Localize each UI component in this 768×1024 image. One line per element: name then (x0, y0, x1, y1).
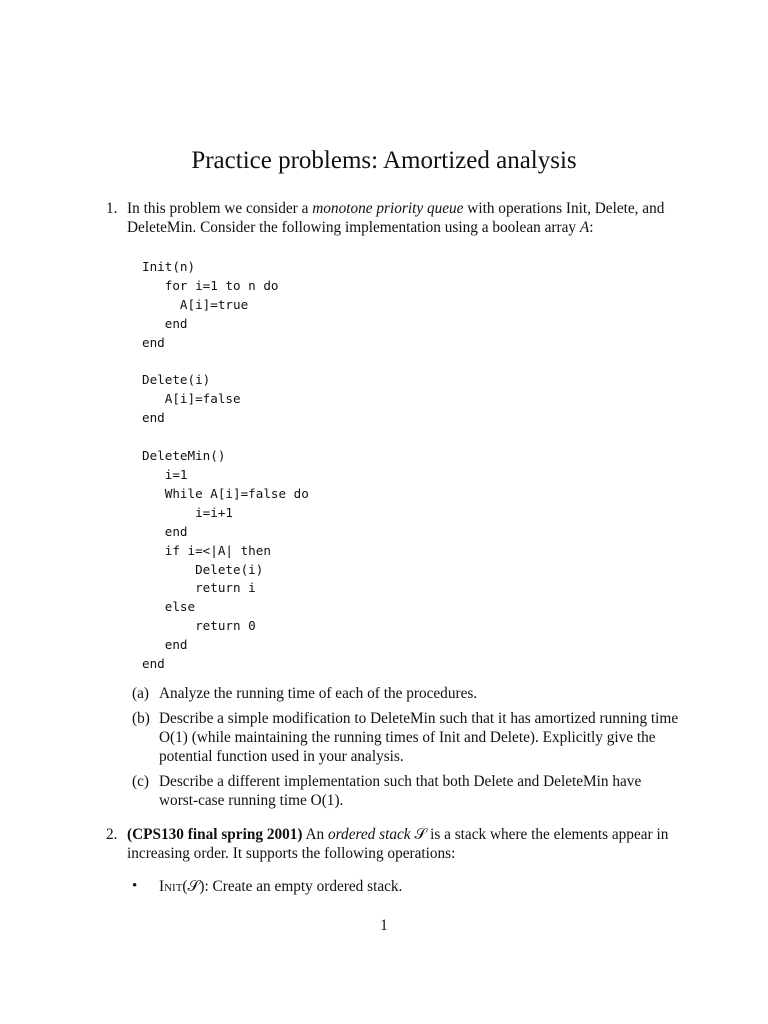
problem-2 (106, 825, 686, 863)
part-b-label: (b) (132, 710, 150, 727)
page-title: Practice problems: Amortized analysis (191, 147, 577, 174)
problem-2-intro (127, 825, 686, 863)
stack-symbol: 𝒮 (414, 826, 427, 843)
problem-1 (106, 199, 686, 237)
part-c-text: Describe a different implementation such that both Delete and DeleteMin have worst-case running time O(1). (159, 773, 642, 809)
intro-text-3: : (589, 219, 594, 236)
intro-term: monotone priority queue (312, 200, 464, 217)
problem-2-term: ordered stack (328, 826, 411, 843)
part-b (132, 709, 682, 766)
intro-variable: A (579, 219, 590, 236)
part-c (132, 772, 682, 810)
page-number: 1 (380, 917, 388, 934)
part-a-label: (a) (132, 685, 149, 702)
operation-name: Init (159, 878, 183, 895)
problem-2-text: An (302, 826, 329, 843)
operation-description: : Create an empty ordered stack. (204, 878, 403, 895)
problem-1-intro (127, 199, 686, 237)
problem-2-heading: (CPS130 final spring 2001) (127, 826, 303, 843)
bullet-icon: • (132, 878, 138, 894)
operation-arg: (𝒮) (182, 878, 205, 895)
problem-1-number: 1. (106, 200, 118, 217)
intro-text: In this problem we consider a (127, 200, 313, 217)
problem-2-text-2: is a stack where the elements appear in increasing order. It supports the following operations: (127, 826, 669, 862)
part-b-text: Describe a simple modification to DeleteMin such that it has amortized running time O(1) (while maintaining the running times of Init and Delete). Explicitly give the potential function used in your analysis. (159, 710, 679, 765)
operation-init (159, 877, 672, 896)
part-a-text: Analyze the running time of each of the procedures. (159, 685, 478, 702)
problem-2-number: 2. (106, 826, 118, 843)
intro-text-2: with operations Init, Delete, and DeleteMin. Consider the following implementation using a boolean array (127, 200, 665, 236)
operation-list-item (132, 877, 672, 896)
pseudocode-block: Init(n) for i=1 to n do A[i]=true end end Delete(i) A[i]=false end DeleteMin() i=1 While A[i]=false do i=i+1 end if i=<|A| then Delete(i) return i else return 0 end end (142, 259, 309, 672)
part-c-label: (c) (132, 773, 149, 790)
part-a (132, 684, 682, 703)
